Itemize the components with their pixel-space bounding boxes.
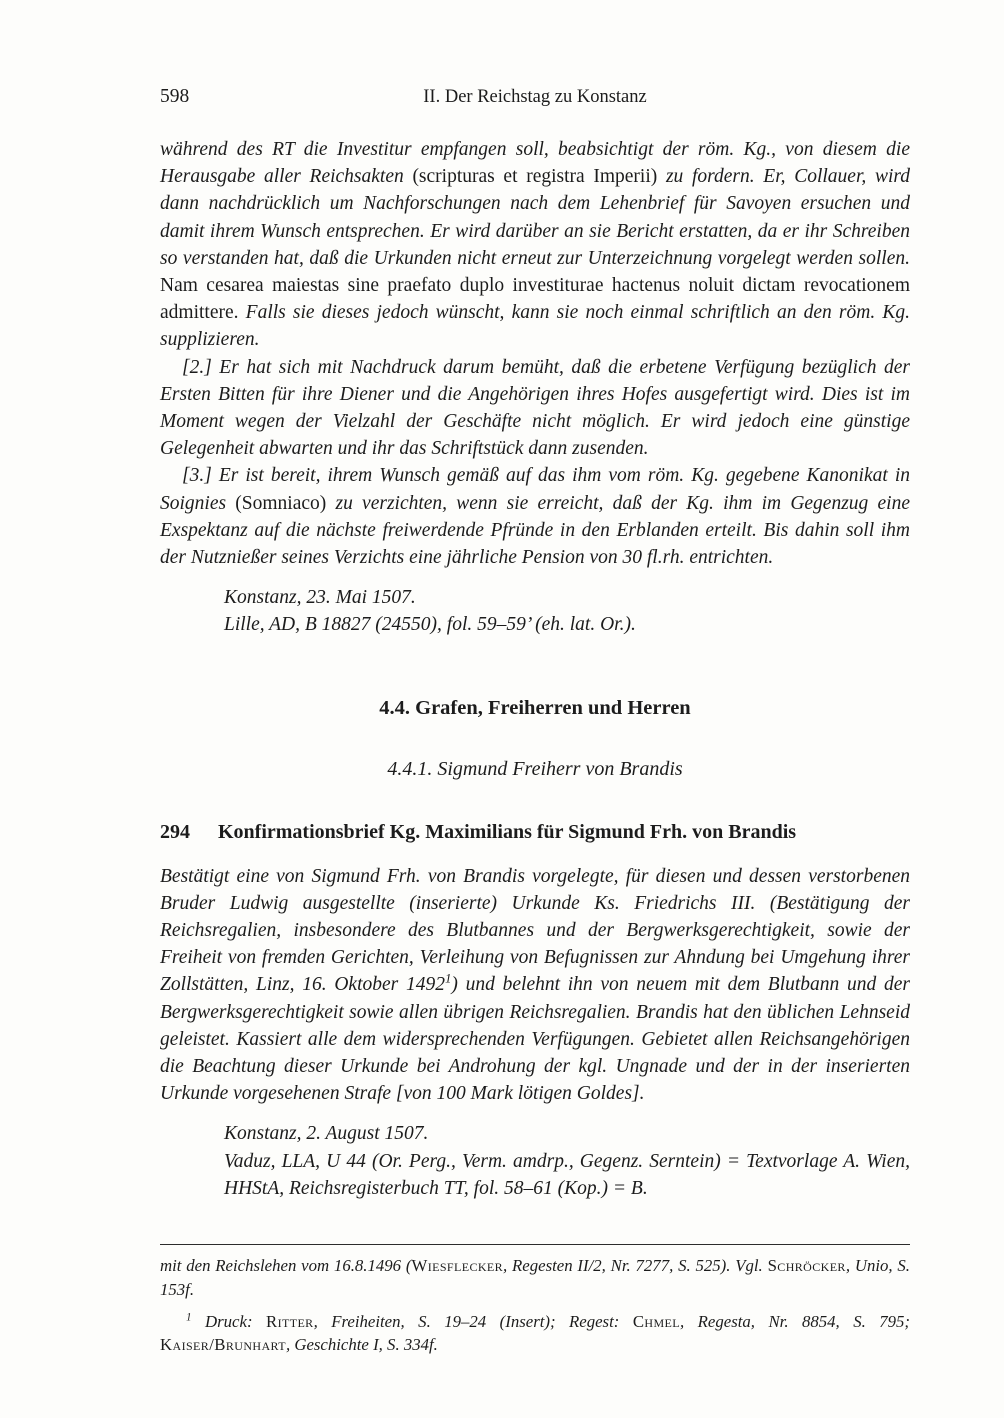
footnote-continuation — [160, 1254, 910, 1301]
text-run: [3.] Er ist bereit, ihrem Wunsch gemäß auf das ihm vom röm. Kg. gegebene Kanonikat in Soignies — [160, 465, 910, 514]
text-run: , Regesten II/2, Nr. 7277, S. 525). Vgl. — [503, 1256, 768, 1276]
running-header — [160, 84, 910, 110]
text-run: ) und belehnt ihn von neuem mit dem Blutbann und der Bergwerksgerechtigkeit sowie allen übrigen Reichsregalien. Brandis hat den üblichen Lehnseid geleistet. Kassiert alle dem widersprechenden Verfügungen. Gebietet allen Reichsangehörigen die Beachtung dieser Urkunde bei Androhung der kgl. Ungnade und der in der inserierten Urkunde vorgesehenen Strafe [von 100 Mark lötigen Goldes]. — [160, 974, 910, 1105]
text-run: , Regesta, Nr. 8854, S. 795; — [680, 1311, 911, 1331]
text-run: , Freiheiten, S. 19–24 (Insert); Regest: — [313, 1311, 633, 1331]
text-run: Wiesflecker — [411, 1256, 504, 1276]
text-run: , Unio, S. 153f. — [160, 1256, 910, 1299]
paragraph-3 — [160, 462, 910, 571]
text-run: 4.4.1. Sigmund Freiherr von Brandis — [387, 757, 683, 780]
running-title: II. Der Reichstag zu Konstanz — [423, 87, 647, 107]
text-run: Lille, AD, B 18827 (24550), fol. 59–59’ (eh. lat. Or.). — [224, 614, 636, 636]
text-run: Kaiser/Brunhart — [160, 1335, 286, 1355]
paragraph-2 — [160, 354, 910, 463]
entry-heading — [160, 819, 910, 846]
footnote-area — [160, 1244, 910, 1357]
entry-title: Konfirmationsbrief Kg. Maximilians für Sigmund Frh. von Brandis — [218, 820, 797, 843]
paragraph-continuation — [160, 136, 910, 354]
text-run: Nam cesarea maiestas sine praefato duplo investiturae hactenus noluit dictam revocationem admittere. — [160, 275, 910, 324]
text-run: Druck: — [191, 1311, 266, 1331]
text-run: 1 — [186, 1311, 192, 1324]
text-run: Vaduz, LLA, U 44 (Or. Perg., Verm. amdrp., Gegenz. Serntein) = Textvorlage A. Wien, HHStA, Reichsregisterbuch TT, fol. 58–61 (Kop.) = B. — [224, 1150, 910, 1199]
dateline-place-date-2 — [224, 1120, 910, 1147]
text-run: Schröcker — [767, 1256, 846, 1276]
text-run: während des RT die Investitur empfangen soll, beabsichtigt der röm. Kg., von diesem die Herausgabe aller Reichsakten — [160, 139, 910, 188]
dateline-place-date-1 — [224, 584, 910, 611]
text-run: 4.4. Grafen, Freiherren und Herren — [379, 696, 691, 719]
text-run: Ritter — [266, 1311, 314, 1331]
footnote-1 — [160, 1310, 910, 1357]
dateline-source-2 — [224, 1148, 910, 1202]
text-run: zu verzichten, wenn sie erreicht, daß der Kg. ihm im Gegenzug eine Exspektanz auf die nächste freiwerdende Pfründe in den Erblanden erteilt. Bis dahin soll ihm der Nutznießer seines Verzichts eine jährliche Pension von 30 fl.rh. entrichten. — [160, 492, 910, 569]
entry-number: 294 — [160, 820, 190, 843]
content-blocks — [160, 136, 910, 1202]
text-run: Konstanz, 2. August 1507. — [224, 1123, 429, 1145]
text-run: (Somniaco) — [235, 492, 336, 514]
text-run: Falls sie dieses jedoch wünscht, kann sie noch einmal schriftlich an den röm. Kg. supplizieren. — [160, 302, 910, 351]
text-run: zu fordern. Er, Collauer, wird dann nachdrücklich um Nachforschungen nach dem Lehenbrief für Savoyen ersuchen und damit ihrem Wunsch entsprechen. Er wird darüber an sie Bericht erstatten, da er ihr Schreiben so verstanden hat, daß die Urkunden nicht erneut zur Unterzeichnung vorgelegt werden sollen. — [160, 166, 910, 269]
subsection-heading — [160, 756, 910, 783]
text-run: [2.] Er hat sich mit Nachdruck darum bemüht, daß die erbetene Verfügung bezüglich der Ersten Bitten für ihre Diener und die Angehörigen ihres Hofes ausgefertigt wird. Dies ist im Moment wegen der Vielzahl der Geschäfte nicht möglich. Er wird jedoch eine günstige Gelegenheit abwarten und ihr das Schriftstück dann zusenden. — [160, 356, 910, 460]
text-run: (scripturas et registra Imperii) — [412, 166, 666, 188]
page-number: 598 — [160, 86, 190, 107]
section-heading — [160, 695, 910, 722]
dateline-source-1 — [224, 611, 910, 638]
text-run: Konstanz, 23. Mai 1507. — [224, 587, 416, 609]
text-run: , Geschichte I, S. 334f. — [285, 1335, 438, 1355]
text-run: Chmel — [632, 1311, 681, 1331]
entry-294-summary — [160, 863, 910, 1108]
text-run: Bestätigt eine von Sigmund Frh. von Brandis vorgelegte, für diesen und dessen verstorbenen Bruder Ludwig ausgestellte (inserierte) Urkunde Ks. Friedrichs III. (Bestätigung der Reichsregalien, insbesondere des Blutbannes und der Bergwerksgerechtigkeit, sowie der Freiheit von fremden Gerichten, Verleihung von Befugnissen zur Ahndung bei Umgehung ihrer Zollstätten, Linz, 16. Oktober 1492 — [160, 865, 910, 996]
text-run: 1 — [444, 971, 452, 986]
text-run: mit den Reichslehen vom 16.8.1496 ( — [160, 1256, 412, 1276]
